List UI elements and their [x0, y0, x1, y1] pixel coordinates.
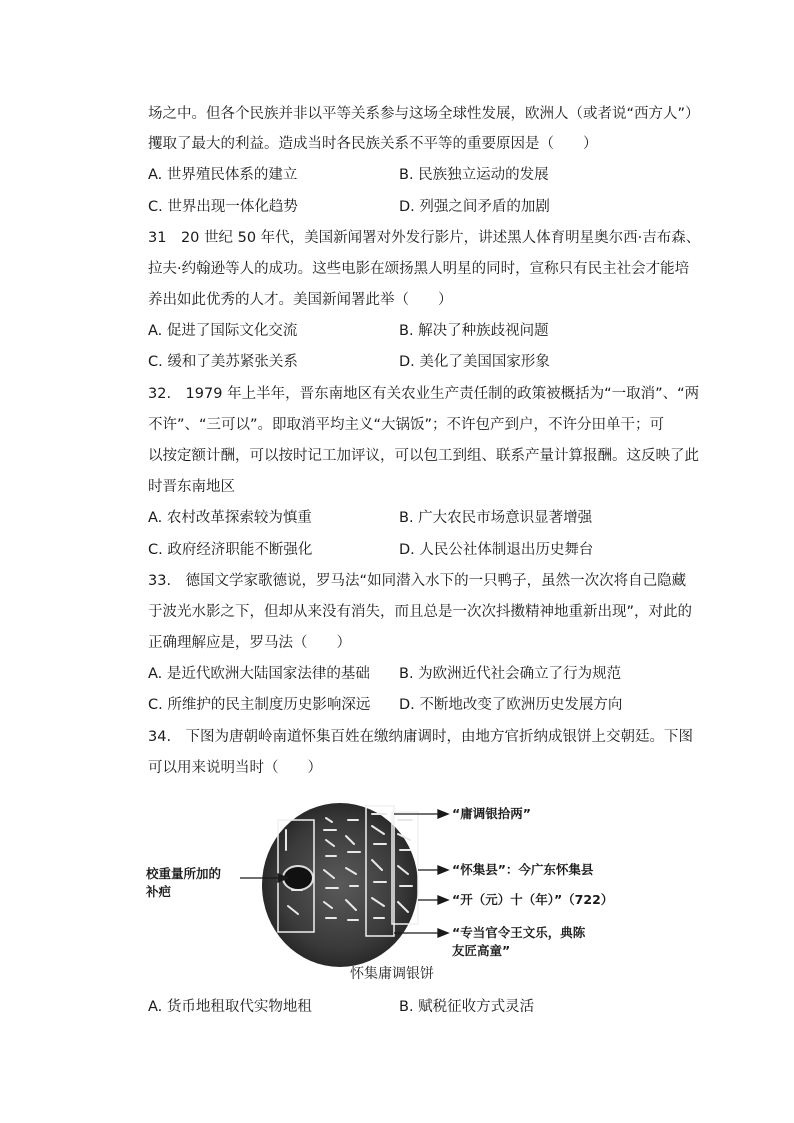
figure-caption: 怀集庸调银饼: [350, 966, 434, 982]
question-33-line-3: 正确理解应是，罗马法（ ）: [148, 635, 351, 651]
q33-option-c: C. 所维护的民主制度历史影响深远: [148, 697, 371, 713]
q31-option-d: D. 美化了美国国家形象: [399, 354, 550, 370]
option-b: B. 民族独立运动的发展: [399, 167, 549, 183]
question-32-line-3: 以按定额计酬，可以按时记工加评议，可以包工到组、联系产量计算报酬。这反映了此: [148, 448, 699, 464]
label-kaiyuan: “开（元）十（年）”（722）: [452, 892, 614, 907]
silver-cake-image: [140, 790, 660, 990]
label-official-2: 友匠高童”: [452, 943, 511, 958]
question-34-line-2: 可以用来说明当时（ ）: [148, 760, 322, 776]
q32-option-d: D. 人民公社体制退出历史舞台: [399, 542, 594, 558]
q33-option-a: A. 是近代欧洲大陆国家法律的基础: [148, 666, 370, 682]
question-31-line-1: 31 20 世纪 50 年代，美国新闻署对外发行影片，讲述黑人体育明星奥尔西·吉布森、: [148, 230, 701, 246]
question-31-line-2: 拉夫·约翰逊等人的成功。这些电影在颂扬黑人明星的同时，宣称只有民主社会才能培: [148, 261, 690, 277]
question-32-line-4: 时晋东南地区: [148, 479, 235, 495]
label-patch-2: 补疤: [146, 884, 172, 899]
option-a: A. 世界殖民体系的建立: [148, 167, 298, 183]
q32-option-b: B. 广大农民市场意识显著增强: [399, 510, 593, 526]
question-33-line-2: 于波光水影之下，但却从来没有消失，而且总是一次次抖擞精神地重新出现”，对此的: [148, 604, 693, 620]
silver-cake-figure: [140, 790, 660, 990]
q31-option-c: C. 缓和了美苏紧张关系: [148, 354, 298, 370]
question-32-line-2: 不许”、“三可以”。即取消平均主义“大锅饭”；不许包产到户，不许分田单干；可: [148, 417, 665, 433]
label-official: “专当官令王文乐，典陈: [452, 925, 586, 940]
option-c: C. 世界出现一体化趋势: [148, 199, 298, 215]
question-32-line-1: 32. 1979 年上半年，晋东南地区有关农业生产责任制的政策被概括为“一取消”、“两: [148, 386, 700, 402]
question-31-line-3: 养出如此优秀的人才。美国新闻署此举（ ）: [148, 292, 453, 308]
question-prev-line-2: 攫取了最大的利益。造成当时各民族关系不平等的重要原因是（ ）: [148, 136, 598, 152]
q31-option-b: B. 解决了种族歧视问题: [399, 323, 549, 339]
question-prev-line-1: 场之中。但各个民族并非以平等关系参与这场全球性发展，欧洲人（或者说“西方人”）: [148, 106, 700, 122]
question-33-line-1: 33. 德国文学家歌德说，罗马法“如同潜入水下的一只鸭子，虽然一次次将自己隐藏: [148, 573, 687, 589]
label-yongdiao: “庸调银拾两”: [452, 806, 531, 821]
q34-option-a: A. 货币地租取代实物地租: [148, 999, 312, 1015]
q31-option-a: A. 促进了国际文化交流: [148, 323, 298, 339]
label-huaiji: “怀集县”：今广东怀集县: [452, 862, 594, 877]
question-34-line-1: 34. 下图为唐朝岭南道怀集百姓在缴纳庸调时，由地方官折纳成银饼上交朝廷。下图: [148, 729, 694, 745]
q34-option-b: B. 赋税征收方式灵活: [399, 999, 535, 1015]
option-d: D. 列强之间矛盾的加剧: [399, 199, 550, 215]
q32-option-a: A. 农村改革探索较为慎重: [148, 510, 312, 526]
q33-option-b: B. 为欧洲近代社会确立了行为规范: [399, 666, 622, 682]
label-patch: 校重量所加的: [146, 866, 222, 881]
q32-option-c: C. 政府经济职能不断强化: [148, 542, 313, 558]
q33-option-d: D. 不断地改变了欧洲历史发展方向: [399, 697, 623, 713]
